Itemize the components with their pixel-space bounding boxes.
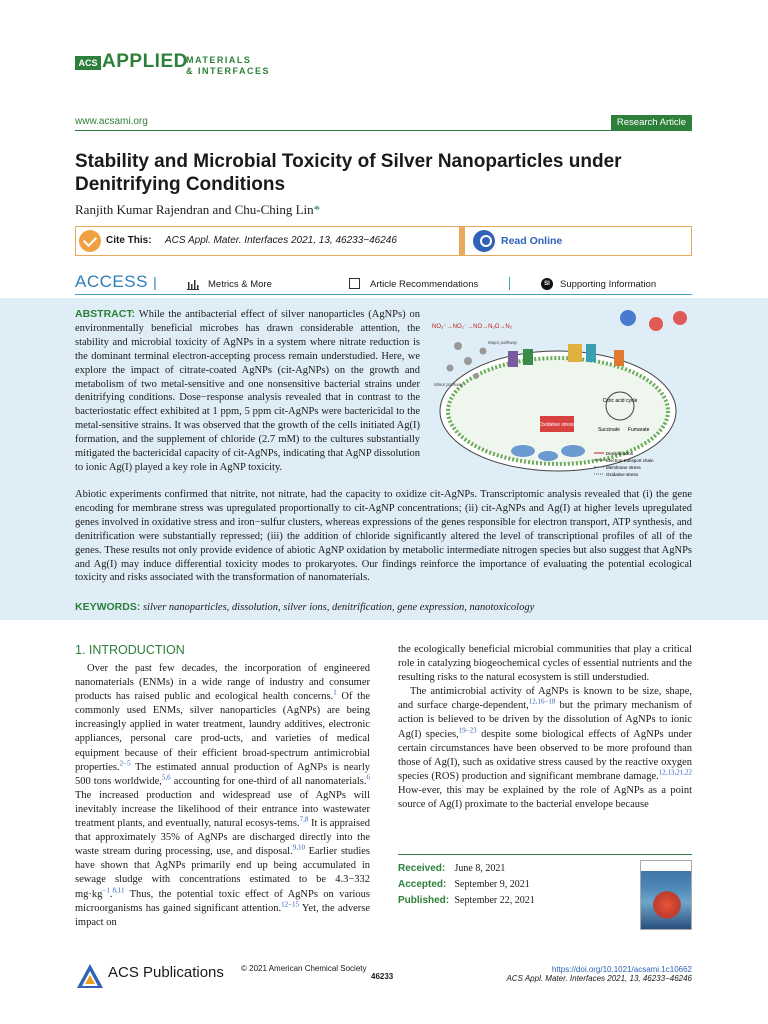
intro-left-text-run: Over the past few decades, the incorporation of engineered nanomaterials (ENMs) in a wide range of industry and consumer products has raised public and ecological health concerns. — [75, 663, 370, 703]
access-separator — [509, 277, 510, 290]
toc-legend-denitrification: Denitrification — [606, 451, 634, 456]
journal-logo-materials: MATERIALS — [186, 55, 252, 65]
intro-column-right — [398, 643, 692, 812]
doi-link[interactable]: https://doi.org/10.1021/acsami.1c10662 — [551, 965, 692, 974]
cite-label: Cite This: — [106, 235, 152, 246]
keywords-list: silver nanoparticles, dissolution, silver ions, denitrification, gene expression, nanotoxicology — [142, 602, 535, 613]
intro-left-citation-ref[interactable]: 9,10 — [292, 843, 305, 852]
cite-box — [75, 226, 692, 256]
supporting-information-link[interactable]: Supporting Information — [560, 279, 657, 290]
intro-right-text-run: How-ever, this may be explained by the role of AgNPs as a point source of Ag(I) proximate to the bacterial envelope because — [398, 784, 692, 811]
accepted-date: September 9, 2021 — [454, 879, 530, 890]
toc-minor-pathway: Minor pathway — [434, 382, 464, 387]
toc-fumarate: Fumarate — [628, 427, 650, 433]
intro-left-citation-ref[interactable]: 5,6 — [161, 773, 171, 782]
copyright: © 2021 American Chemical Society — [241, 964, 367, 973]
acs-publications-label[interactable]: ACS Publications — [108, 964, 224, 981]
page-number: 46233 — [371, 972, 394, 981]
read-online-icon[interactable] — [473, 230, 495, 252]
intro-right-text-run: despite some biological effects of AgNPs under certain circumstances have been observed to be more profound than those of Ag(I), such as oxidative stress caused by the reactive oxygen species (ROS) production and significant membrane damage. — [398, 728, 692, 782]
keywords — [75, 601, 692, 613]
intro-right-text-run: but the primary mechanism of action is believed to be driven by the dissolution of AgNPs to ionic Ag(I) species, — [398, 700, 692, 740]
bar-chart-icon[interactable] — [187, 279, 199, 290]
article-recommendations-link[interactable]: Article Recommendations — [370, 279, 479, 290]
article-title: Stability and Microbial Toxicity of Silver Nanoparticles under Denitrifying Conditions — [75, 151, 622, 195]
intro-left-text-run: . — [109, 888, 113, 900]
toc-graphic[interactable] — [428, 306, 694, 484]
checkmark-icon — [79, 230, 101, 252]
toc-legend-membrane-stress: Membrane stress — [606, 465, 641, 470]
author-list — [75, 202, 320, 218]
journal-logo-applied: APPLIED — [102, 51, 188, 72]
intro-paragraph-3 — [398, 685, 692, 812]
abstract-text-part1: ABSTRACT: While the antibacterial effect of silver nanoparticles (AgNPs) on environmentally beneficial microbes has drawn considerable attention, the stability and microbial toxicity of AgNPs in a system where nitrate reduction is the dominant terminal electron-accepting process remain understudied. Here, we explore the impact of citrate-coated AgNPs (cit-AgNPs) on the growth and metabolism of two metal-sensitive and one nonsensitive bacterial strains under denitrifying conditions. Dose−response analysis revealed that in contrast to the bacteriostatic effect exhibited at 1 ppm, 5 ppm cit-AgNPs were bactericidal to the metal-sensitive strains. It was observed that the growth of the cells initiated Ag(I) formation, and the supplement of chloride (2.7 mM) to the cultures substantially mitigated the bactericidal capacity of cit-AgNPs, indicating that AgNP dissolution to ionic Ag(I) played a key role in AgNP toxicity. — [75, 308, 420, 473]
journal-logo[interactable] — [75, 52, 275, 82]
intro-right-citation-ref[interactable]: 12,13,21,22 — [658, 768, 692, 777]
intro-left-text-run: Earlier studies have shown that AgNPs primarily end up being accumulated in sewage sludge with concentrations estimated to be 4.3−332 mg·kg — [75, 846, 371, 900]
toc-pathway: NO₃⁻→NO₂⁻→NO→N₂O→N₂ — [432, 324, 513, 330]
intro-left-citation-ref[interactable]: 2−5 — [119, 759, 131, 768]
intro-paragraph-1 — [75, 662, 370, 930]
accepted-label: Accepted: — [398, 879, 447, 890]
journal-logo-interfaces: & INTERFACES — [186, 66, 271, 76]
publication-dates — [398, 861, 535, 909]
metrics-link[interactable]: Metrics & More — [208, 279, 272, 290]
intro-left-text-run: The estimated annual production of AgNPs is nearly 500 tons worldwide, — [75, 761, 370, 787]
intro-left-citation-ref[interactable]: 12−15 — [281, 900, 300, 909]
intro-paragraph-2: the ecologically beneficial microbial communities that play a critical role in catalyzing biogeochemical cycles of essential nutrients and the resulting risks to the natural ecosystem is still understudied. — [398, 644, 692, 684]
toc-major-pathway: Major pathway — [488, 340, 518, 345]
intro-left-text-run: accounting for one-third of all nanomaterials. — [170, 775, 367, 787]
cite-text[interactable]: ACS Appl. Mater. Interfaces 2021, 13, 46233−46246 — [165, 235, 397, 246]
toc-succinate: Succinate — [598, 427, 620, 433]
toc-legend-oxidative-stress: Oxidative stress — [606, 472, 639, 477]
article-type-badge: Research Article — [611, 115, 692, 130]
intro-left-citation-ref[interactable]: 7,8 — [299, 815, 309, 824]
corresponding-author-mark[interactable]: * — [313, 202, 321, 217]
acs-publications-logo-icon[interactable] — [75, 962, 105, 992]
abstract-label: ABSTRACT: — [75, 308, 136, 320]
authors-text: Ranjith Kumar Rajendran and Chu-Ching Lin — [75, 202, 314, 217]
intro-left-citation-ref[interactable]: 8,11 — [112, 886, 125, 894]
acs-logo-box: ACS — [75, 56, 101, 70]
keywords-label: KEYWORDS: — [75, 601, 141, 613]
access-rule — [75, 294, 692, 295]
intro-left-text-run: Thus, the potential toxic effect of AgNPs on various microorganisms has gained significant attention. — [75, 888, 370, 914]
intro-left-citation-ref[interactable]: −1 — [102, 886, 110, 894]
intro-left-text-run: It is appraised that approximately 35% of AgNPs are discharged directly into the waste stream during processing, use, and disposal. — [75, 818, 370, 858]
cite-divider — [459, 226, 465, 256]
toc-oxidative-stress: Oxidative stress — [539, 422, 575, 428]
access-label: ACCESS | — [75, 272, 158, 291]
read-online-link[interactable]: Read Online — [501, 235, 563, 247]
intro-left-text-run: Yet, the adverse impact on — [75, 902, 370, 928]
abstract-text-part2: Abiotic experiments confirmed that nitrite, not nitrate, had the capacity to oxidize cit-AgNPs. Transcriptomic analysis revealed that (i) the gene encoding for membrane stress was upregulated proportionally to cit-AgNP concentrations; (ii) cit-AgNPs and Ag(I) at higher levels upregulated genes involved in oxidative stress and iron−sulfur clusters, whereas expressions of the genes responsible for electron transport, ATP synthesis, and denitrification were substantially repressed; (iii) the addition of chloride significantly altered the level of transcriptional profiles of all of the genes. These results not only provide evidence of abiotic AgNP oxidation by metabolic intermediate nitrogen species but also suggest that AgNPs and Ag(I) may induce differential toxicity modes to prokaryotes. Our findings reinforce the importance of evaluating the potential ecological toxicity and risks associated with the transformation of nanomaterials. — [75, 489, 692, 584]
footer-citation: ACS Appl. Mater. Interfaces 2021, 13, 46233−46246 — [506, 974, 692, 983]
document-icon[interactable] — [349, 278, 360, 289]
received-label: Received: — [398, 863, 446, 874]
toc-legend-electron-transport: Electron transport chain — [606, 458, 654, 463]
supporting-info-icon[interactable]: SI — [541, 278, 553, 290]
intro-left-text-run: The increased production and widespread use of AgNPs will inevitably increase the likelihood of their entrance into wastewater treatment plants, and eventually, natural ecosys-tems. — [75, 789, 370, 830]
journal-site-link[interactable]: www.acsami.org — [75, 116, 148, 127]
published-label: Published: — [398, 895, 450, 906]
intro-left-text-run: Of the commonly used ENMs, silver nanoparticles (AgNPs) are being increasingly applied in water treatment, laundry additives, electronic appliances, personal care prod-ucts, and varieties of medical equipment because of their efficient broad-spectrum antimicrobial properties. — [75, 691, 370, 773]
intro-left-citation-ref[interactable]: 1 — [333, 688, 337, 697]
section-heading-introduction: 1. INTRODUCTION — [75, 643, 185, 657]
published-date: September 22, 2021 — [454, 895, 535, 906]
received-date: June 8, 2021 — [454, 863, 506, 874]
dates-rule — [398, 854, 692, 855]
intro-right-text-run: The antimicrobial activity of AgNPs is known to be size, shape, and surface charge-dependent, — [398, 686, 692, 712]
journal-cover-thumbnail[interactable] — [640, 860, 692, 930]
intro-left-citation-ref[interactable]: 6 — [366, 773, 370, 782]
intro-column-left — [75, 662, 370, 930]
header-rule — [75, 130, 692, 131]
intro-right-citation-ref[interactable]: 12,16−18 — [528, 697, 556, 706]
toc-citric-acid: Citric acid cycle — [602, 398, 638, 404]
intro-right-citation-ref[interactable]: 19−23 — [458, 726, 477, 735]
